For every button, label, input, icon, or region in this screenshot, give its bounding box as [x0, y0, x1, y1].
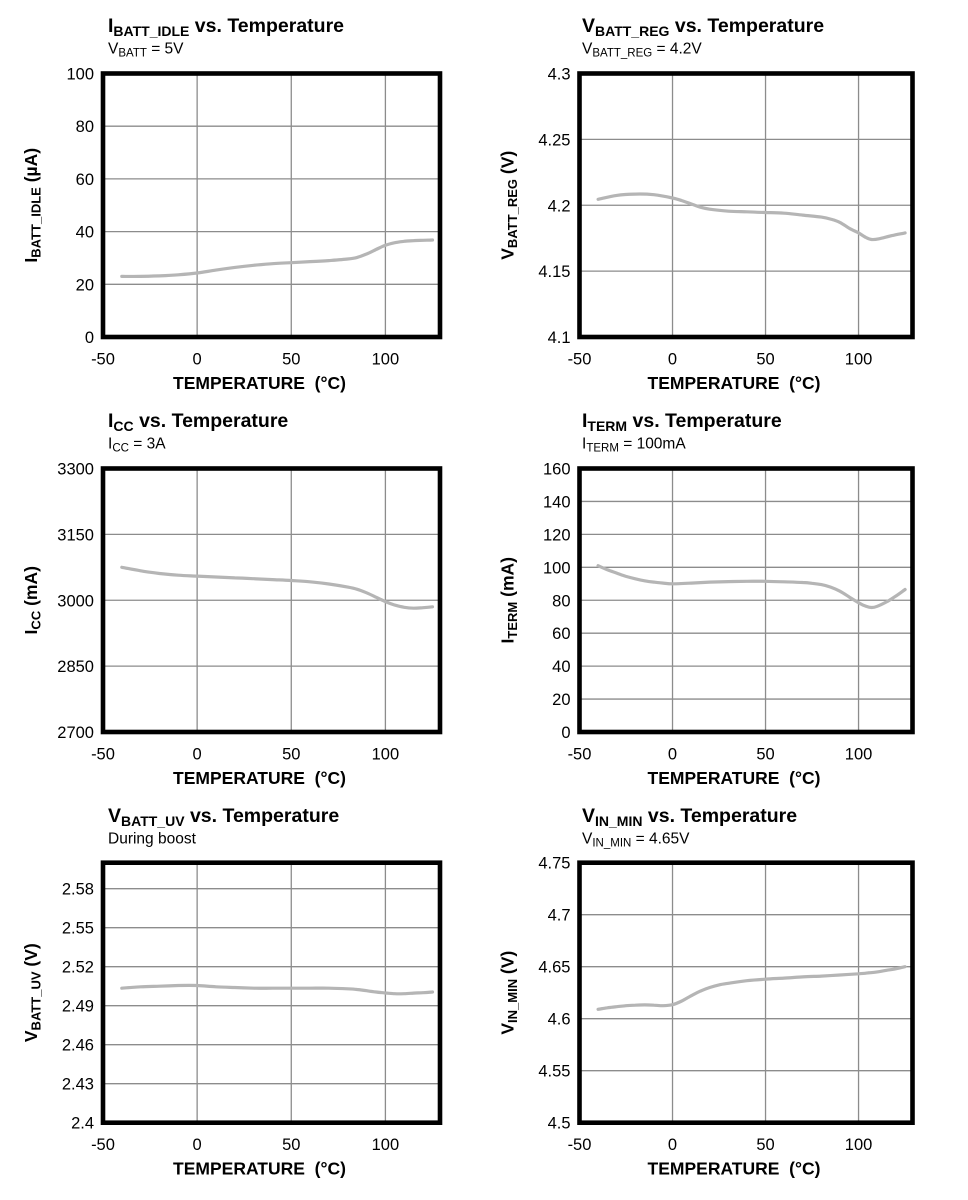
y-axis-title: $I_{BATT\_IDLE}$ (µA)	[21, 147, 44, 263]
y-tick-label: 2.55	[61, 919, 94, 938]
y-tick-label: 2.58	[61, 880, 94, 899]
x-tick-label: 100	[371, 1136, 400, 1155]
x-tick-label: 0	[192, 1136, 202, 1155]
x-tick-label: 100	[371, 745, 400, 764]
chart-svg-ibatt-idle	[0, 0, 484, 395]
x-tick-label: 50	[282, 350, 301, 369]
chart-cell	[484, 0, 968, 395]
x-axis-title: TEMPERATURE (°C)	[647, 373, 821, 393]
x-tick-label: -50	[567, 350, 592, 369]
x-tick-label: 0	[192, 350, 202, 369]
y-tick-label: 2700	[57, 724, 94, 742]
y-tick-label: 2.46	[61, 1036, 94, 1055]
x-tick-label: 50	[282, 1136, 301, 1155]
chart-title: $I_{CC}$ vs. Temperature	[108, 410, 289, 434]
x-axis-title: TEMPERATURE (°C)	[173, 373, 346, 393]
y-tick-label: 4.55	[538, 1062, 571, 1081]
x-tick-label: 50	[756, 1136, 775, 1155]
x-tick-label: 0	[667, 350, 678, 369]
y-axis-title: $V_{BATT\_REG}$ (V)	[497, 150, 520, 260]
y-tick-label: 3150	[57, 526, 94, 545]
chart-subtitle: During boost	[108, 830, 196, 848]
y-tick-label: 3300	[57, 460, 94, 479]
y-tick-label: 20	[75, 276, 94, 295]
x-axis-title: TEMPERATURE (°C)	[647, 1158, 821, 1179]
y-tick-label: 120	[542, 526, 571, 545]
chart-cell	[484, 790, 968, 1200]
chart-subtitle: VBATT = 5V	[108, 40, 184, 60]
x-tick-label: 0	[667, 745, 678, 764]
y-tick-label: 140	[542, 493, 571, 512]
y-tick-label: 80	[552, 592, 571, 611]
x-tick-label: -50	[91, 745, 115, 764]
x-tick-label: 0	[192, 745, 202, 764]
x-tick-label: 50	[756, 350, 775, 369]
x-tick-label: -50	[567, 1136, 592, 1155]
x-tick-label: 50	[756, 745, 775, 764]
chart-subtitle: ITERM = 100mA	[582, 435, 686, 455]
y-tick-label: 4.1	[547, 329, 571, 347]
y-tick-label: 2.4	[71, 1114, 94, 1133]
chart-svg-icc	[0, 395, 484, 790]
chart-cell	[484, 395, 968, 790]
y-tick-label: 4.5	[547, 1114, 571, 1133]
y-axis-title: $V_{BATT\_UV}$ (V)	[21, 943, 44, 1043]
y-tick-label: 0	[561, 724, 571, 742]
x-axis-title: TEMPERATURE (°C)	[173, 1158, 346, 1179]
y-tick-label: 0	[84, 329, 94, 347]
x-tick-label: 100	[844, 745, 873, 764]
x-tick-label: 100	[371, 350, 400, 369]
y-axis-title: $I_{CC}$ (mA)	[21, 566, 44, 635]
chart-title: $V_{IN\_MIN}$ vs. Temperature	[582, 805, 798, 829]
y-tick-label: 2.43	[61, 1075, 94, 1094]
y-axis-title: $I_{TERM}$ (mA)	[497, 557, 520, 644]
y-axis-title: $V_{IN\_MIN}$ (V)	[497, 950, 520, 1035]
chart-title: $V_{BATT\_UV}$ vs. Temperature	[108, 805, 340, 829]
chart-svg-vbatt-reg	[484, 0, 968, 395]
x-tick-label: 50	[282, 745, 301, 764]
x-tick-label: 100	[844, 350, 873, 369]
y-tick-label: 4.65	[538, 958, 571, 977]
chart-subtitle: VBATT_REG = 4.2V	[582, 40, 702, 60]
chart-cell	[0, 790, 484, 1200]
chart-svg-vin-min	[484, 790, 968, 1200]
x-axis-title: TEMPERATURE (°C)	[173, 768, 346, 788]
y-tick-label: 160	[542, 460, 571, 479]
chart-subtitle: VIN_MIN = 4.65V	[582, 830, 690, 850]
chart-svg-vbatt-uv	[0, 790, 484, 1200]
chart-subtitle: ICC = 3A	[108, 435, 166, 455]
x-tick-label: -50	[567, 745, 592, 764]
y-tick-label: 4.3	[547, 65, 571, 84]
y-tick-label: 100	[66, 65, 94, 84]
plot-frame	[580, 863, 913, 1123]
chart-cell	[0, 0, 484, 395]
chart-title: $I_{TERM}$ vs. Temperature	[582, 410, 782, 434]
y-tick-label: 4.6	[547, 1010, 571, 1029]
y-tick-label: 4.2	[547, 197, 571, 216]
y-tick-label: 100	[542, 559, 571, 578]
chart-svg-iterm	[484, 395, 968, 790]
x-tick-label: -50	[91, 350, 115, 369]
y-tick-label: 80	[75, 118, 94, 137]
y-tick-label: 40	[75, 223, 94, 242]
y-tick-label: 2.52	[61, 958, 94, 977]
y-tick-label: 2.49	[61, 997, 94, 1016]
y-tick-label: 2850	[57, 658, 94, 677]
y-tick-label: 40	[552, 658, 571, 677]
y-tick-label: 60	[75, 170, 94, 189]
y-tick-label: 4.7	[547, 906, 571, 925]
chart-title: $V_{BATT\_REG}$ vs. Temperature	[582, 15, 825, 39]
x-tick-label: -50	[91, 1136, 115, 1155]
y-tick-label: 4.25	[538, 131, 571, 150]
x-tick-label: 100	[844, 1136, 873, 1155]
plot-frame	[103, 74, 440, 338]
x-axis-title: TEMPERATURE (°C)	[647, 768, 821, 788]
y-tick-label: 3000	[57, 592, 94, 611]
chart-cell	[0, 395, 484, 790]
y-tick-label: 4.75	[538, 854, 571, 873]
y-tick-label: 4.15	[538, 263, 571, 282]
x-tick-label: 0	[667, 1136, 678, 1155]
y-tick-label: 60	[552, 625, 571, 644]
chart-title: $I_{BATT\_IDLE}$ vs. Temperature	[108, 15, 345, 39]
y-tick-label: 20	[552, 691, 571, 710]
